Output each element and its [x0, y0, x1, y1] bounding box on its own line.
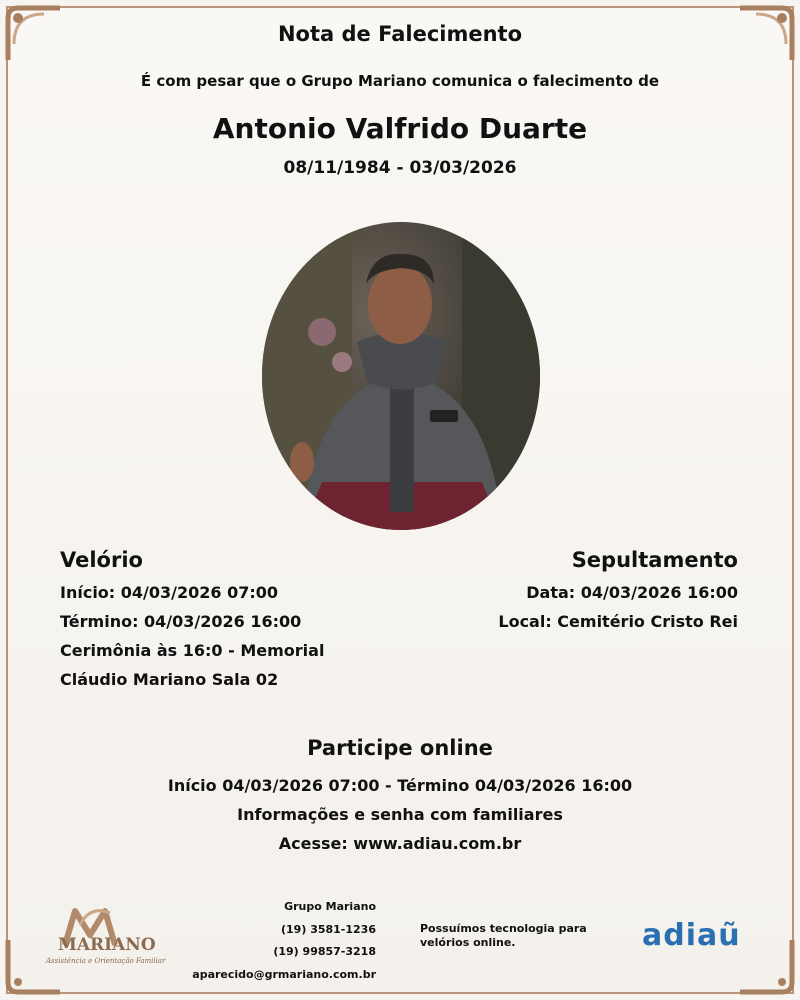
- life-dates: 08/11/1984 - 03/03/2026: [283, 158, 517, 178]
- velorio-section: [60, 548, 380, 694]
- phone-mobile[interactable]: (19) 99857-3218: [273, 945, 376, 958]
- deceased-name: Antonio Valfrido Duarte: [212, 112, 588, 145]
- sepultamento-data: Data: 04/03/2026 16:00: [526, 583, 738, 602]
- online-access-link[interactable]: Acesse: www.adiau.com.br: [278, 834, 522, 853]
- mariano-logo-text: MARIANO: [58, 935, 156, 955]
- online-heading: Participe online: [307, 736, 493, 760]
- person-photo-illustration: [262, 222, 540, 530]
- velorio-cerimonia-line1: Cerimônia às 16:0 - Memorial: [60, 641, 325, 660]
- intro-text: É com pesar que o Grupo Mariano comunica o falecimento de: [140, 72, 660, 90]
- velorio-inicio: Início: 04/03/2026 07:00: [60, 583, 279, 602]
- sepultamento-section: [408, 548, 738, 636]
- online-tech-note: Possuímos tecnologia para velórios online.: [420, 922, 587, 949]
- sepultamento-heading: Sepultamento: [571, 548, 738, 572]
- contact-block: [180, 896, 376, 986]
- velorio-cerimonia-line2: Cláudio Mariano Sala 02: [60, 670, 279, 689]
- mariano-logo: [40, 905, 166, 975]
- contact-email[interactable]: aparecido@grmariano.com.br: [192, 967, 376, 981]
- online-period: Início 04/03/2026 07:00 - Término 04/03/2026 16:00: [167, 776, 633, 795]
- person-photo: [262, 222, 540, 530]
- phone-landline[interactable]: (19) 3581-1236: [281, 922, 376, 936]
- sepultamento-local: Local: Cemitério Cristo Rei: [498, 612, 738, 631]
- velorio-heading: Velório: [60, 548, 143, 572]
- page-title: Nota de Falecimento: [277, 22, 523, 46]
- adiau-logo-text: adiaũ: [642, 918, 741, 953]
- online-info: Informações e senha com familiares: [237, 805, 563, 824]
- adiau-logo: [642, 918, 741, 953]
- mariano-logo-tagline: Assistência e Orientação Familiar: [46, 957, 166, 965]
- velorio-termino: Término: 04/03/2026 16:00: [60, 612, 302, 631]
- ornament-corner-icon: [736, 936, 796, 996]
- company-name: Grupo Mariano: [284, 900, 376, 913]
